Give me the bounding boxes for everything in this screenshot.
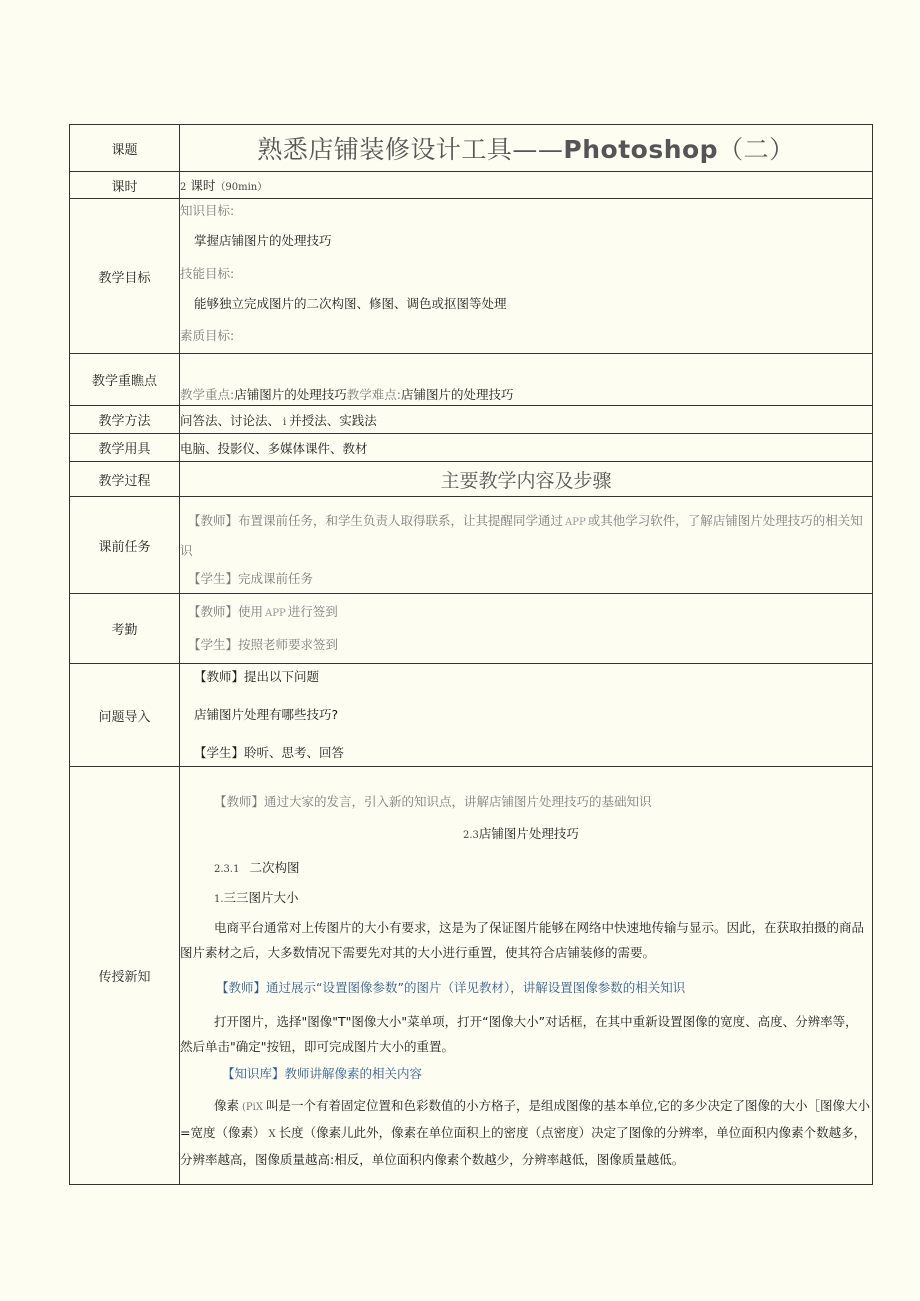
row-new-knowledge	[70, 767, 873, 1185]
attendance-student	[180, 629, 872, 661]
row-process-header	[70, 462, 873, 497]
nk-teacher-2	[180, 975, 870, 1001]
nk-item-num: 1.	[214, 894, 224, 905]
nk-paragraph-2: 打开图片，选择"图像"T"图像大小"菜单项，打开“图像大小”对话框，在其中重新设置图像的宽度、高度、分辨率等，然后单击"确定"按钮，即可完成图片大小的重置。	[180, 1014, 858, 1054]
hours-value	[180, 172, 873, 199]
process-header-right: 主要教学内容及步骤	[180, 462, 873, 497]
nk-lib-tag: 【知识库】	[222, 1066, 285, 1081]
nk-p3-pix: (PiX	[242, 1102, 263, 1113]
attendance-student-text: 按照老师要求签到	[238, 636, 339, 652]
intro-student-text: 聆听、思考、回答	[244, 745, 345, 760]
label-method: 教学方法	[70, 406, 180, 434]
method-text-a: 问答法、讨论法、	[180, 412, 281, 428]
nk-p3-a: 像素	[214, 1098, 240, 1113]
label-attendance: 考勤	[70, 594, 180, 664]
nk-lib-text: 教师讲解像素的相关内容	[284, 1066, 423, 1081]
pre-task-student	[180, 565, 870, 593]
nk-knowledge-lib	[180, 1061, 870, 1087]
row-goals	[70, 199, 873, 354]
nk-item-title: 三三图片大小	[223, 890, 299, 905]
method-value	[180, 406, 873, 434]
quality-heading: 素质目标:	[180, 328, 235, 343]
label-new-knowledge: 传授新知	[70, 767, 180, 1185]
row-hours	[70, 172, 873, 199]
label-pre-task: 课前任务	[70, 497, 180, 594]
skill-goal: 能够独立完成图片的二次构图、修图、调色或抠图等处理	[194, 296, 507, 311]
attendance-teacher-b: 进行签到	[287, 603, 338, 619]
intro-teacher-text: 提出以下问题	[244, 669, 320, 684]
row-method	[70, 406, 873, 434]
label-intro: 问题导入	[70, 664, 180, 767]
skill-heading: 技能目标:	[180, 266, 235, 281]
attendance-student-tag: 【学生】	[188, 636, 239, 652]
row-pre-task	[70, 497, 873, 594]
lesson-title	[180, 125, 873, 172]
pre-task-teacher-app: APP	[565, 517, 586, 528]
nk-sub-num: 2.3.1	[214, 864, 240, 875]
nk-paragraph-1: 电商平台通常对上传图片的大小有要求，这是为了保证图片能够在网络中快速地传输与显示。因此，在获取拍摄的商品图片素材之后，大多数情况下需要先对其的大小进行重置，使其符合店铺装修的需要。	[180, 920, 865, 960]
intro-student	[180, 740, 872, 766]
nk-teacher-text: 通过大家的发言，引入新的知识点，讲解店铺图片处理技巧的基础知识	[264, 794, 652, 809]
nk-p3-c: 长度（像素儿此外，像素在单位面积上的密度（点密度）决定了图像的分辨率，单位面积内像素个数越多，分辨率越高，图像质量越高:相反，单位面积内像素个数越少，分辨率越低，图像质量越低。	[180, 1125, 867, 1167]
label-keypoints: 教学重瞧点	[70, 354, 180, 406]
nk-subsection	[180, 855, 870, 883]
knowledge-goal: 掌握店铺图片的处理技巧	[194, 233, 332, 248]
key-text: 店铺图片的处理技巧	[234, 387, 347, 402]
pre-task-teacher-a: 布置课前任务，和学生负责人取得联系，让其提醒同学通过	[238, 513, 564, 528]
nk-p3-x: X	[268, 1129, 276, 1140]
nk-section-num: 2.3	[463, 830, 479, 841]
nk-teacher-tag: 【教师】	[214, 794, 265, 809]
nk-teacher2-tag: 【教师】	[216, 980, 267, 995]
attendance-teacher-tag: 【教师】	[188, 603, 239, 619]
new-knowledge-content	[180, 767, 873, 1185]
method-text-b: i	[283, 416, 287, 428]
attendance-teacher	[180, 597, 872, 629]
hours-num: 2	[180, 182, 187, 193]
attendance-teacher-app: APP	[265, 607, 286, 619]
nk-sub-title: 二次构图	[249, 860, 300, 875]
nk-section	[180, 821, 870, 849]
diff-heading: 教学难点:	[346, 387, 401, 402]
row-attendance	[70, 594, 873, 664]
goals-content	[180, 199, 873, 354]
label-hours: 课时	[70, 172, 180, 199]
title-en: Photoshop	[563, 135, 719, 164]
knowledge-heading: 知识目标:	[180, 203, 235, 218]
nk-section-title: 店铺图片处理技巧	[478, 826, 579, 841]
lesson-plan-table	[69, 124, 873, 1185]
intro-teacher	[180, 664, 872, 690]
intro-student-tag: 【学生】	[194, 745, 245, 760]
label-tools: 教学用具	[70, 434, 180, 462]
row-tools	[70, 434, 873, 462]
pre-task-teacher-b: 或其他学习软件，了解店铺图片处理技巧的相关知识	[180, 513, 863, 558]
diff-text: 店铺图片的处理技巧	[400, 387, 514, 402]
hours-text: 课时	[190, 178, 216, 193]
label-goals: 教学目标	[70, 199, 180, 354]
hours-paren: （90min）	[215, 182, 268, 193]
nk-paragraph-3	[180, 1093, 870, 1172]
pre-task-student-tag: 【学生】	[188, 571, 239, 586]
row-intro	[70, 664, 873, 767]
nk-teacher	[180, 789, 870, 815]
title-suffix: （二）	[718, 135, 795, 164]
row-topic	[70, 125, 873, 172]
intro-content	[180, 664, 873, 767]
nk-teacher2-text: 通过展示“设置图像参数”的图片（详见教材），讲解设置图像参数的相关知识	[266, 980, 686, 995]
pre-task-student-text: 完成课前任务	[238, 571, 314, 586]
pre-task-content	[180, 497, 873, 594]
nk-p3-b: 叫是一个有着固定位置和色彩数值的小方格子，是组成图像的基本单位,它的多少决定了图像的大小［图像大小=宽度（像素）	[180, 1098, 870, 1140]
nk-item	[180, 885, 870, 913]
title-cn: 熟悉店铺装修设计工具——	[257, 135, 564, 164]
keypoints-content	[180, 354, 873, 406]
attendance-teacher-a: 使用	[238, 603, 264, 619]
method-text-c: 并授法、实践法	[289, 412, 377, 428]
intro-teacher-tag: 【教师】	[194, 669, 245, 684]
label-topic: 课题	[70, 125, 180, 172]
process-header-left: 教学过程	[70, 462, 180, 497]
row-keypoints	[70, 354, 873, 406]
pre-task-teacher-tag: 【教师】	[188, 513, 239, 528]
pre-task-teacher	[180, 507, 870, 565]
tools-value: 电脑、投影仪、多媒体课件、教材	[180, 434, 873, 462]
intro-question: 店铺图片处理有哪些技巧?	[194, 707, 339, 722]
attendance-content	[180, 594, 873, 664]
key-heading: 教学重点:	[180, 387, 235, 402]
